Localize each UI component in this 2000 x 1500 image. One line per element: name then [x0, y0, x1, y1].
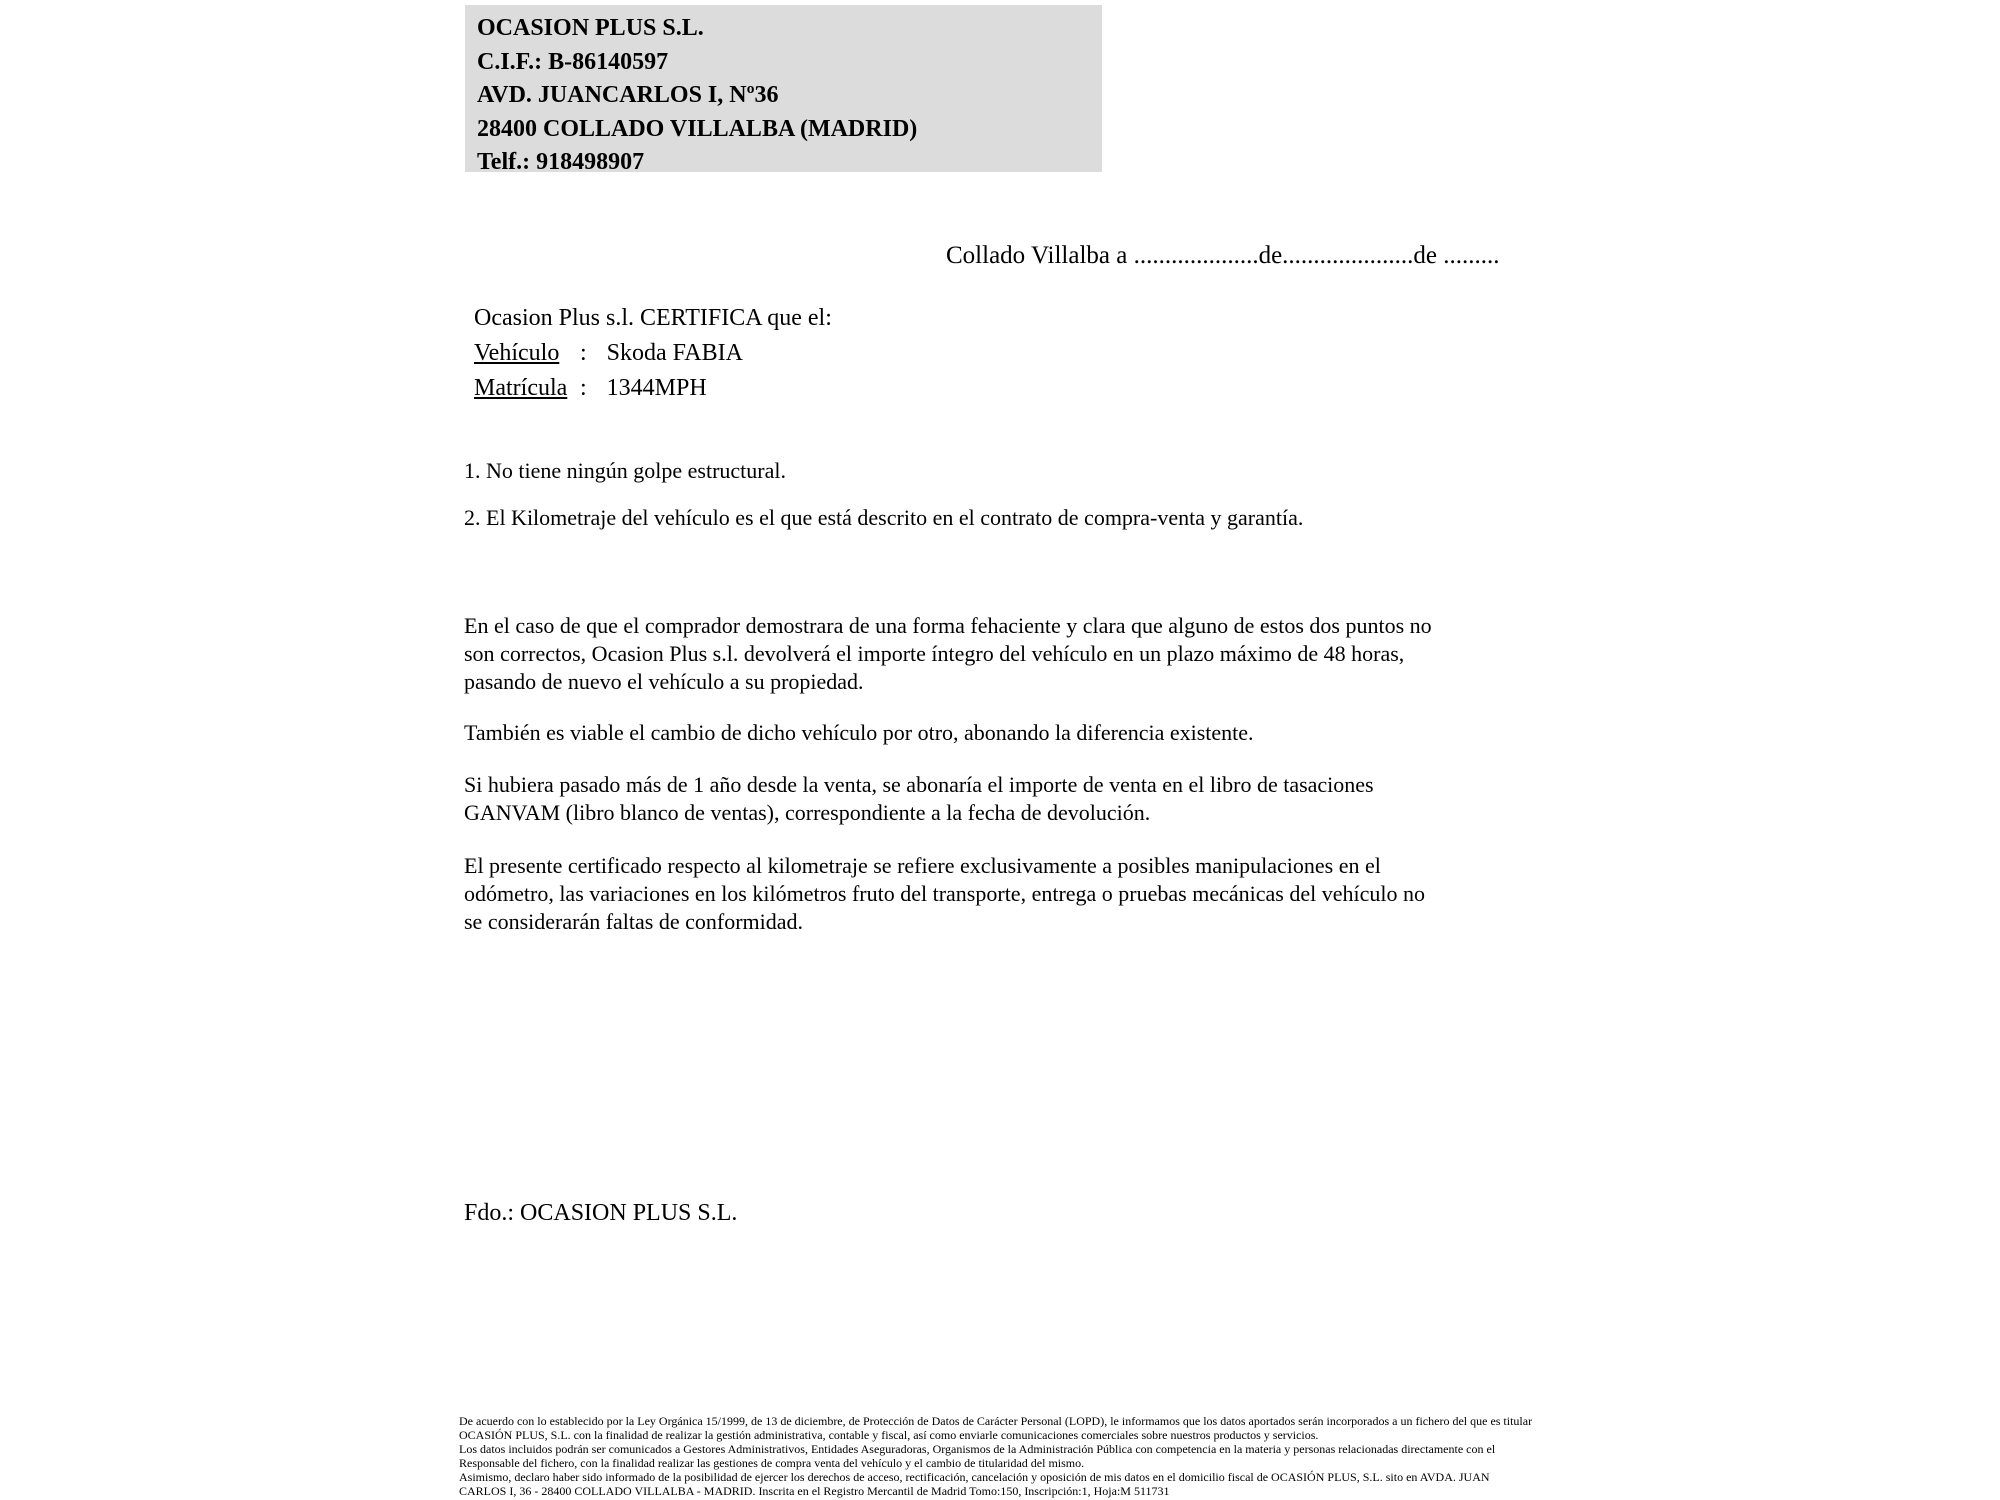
signature-line: Fdo.: OCASION PLUS S.L. — [464, 1200, 738, 1226]
exchange-line-1: También es viable el cambio de dicho vehículo por otro, abonando la diferencia existente. — [464, 720, 1254, 745]
company-city: 28400 COLLADO VILLALBA (MADRID) — [477, 115, 918, 142]
odometer-paragraph — [464, 852, 1425, 936]
odometer-line-3: se considerarán faltas de conformidad. — [464, 909, 804, 934]
plate-separator: : — [580, 375, 587, 401]
legal-line-3: Los datos incluidos podrán ser comunicados a Gestores Administrativos, Entidades Aseguradoras, Organismos de la Administración Pública con competencia en la materia y personas relacionadas directamente con el — [459, 1442, 1496, 1456]
legal-line-1: De acuerdo con lo establecido por la Ley Orgánica 15/1999, de 13 de diciembre, de Protección de Datos de Carácter Personal (LOPD), le informamos que los datos aportados serán incorporados a un fichero del que es titular — [459, 1414, 1533, 1428]
company-name: OCASION PLUS S.L. — [477, 15, 704, 41]
company-phone: Telf.: 918498907 — [477, 149, 645, 175]
exchange-paragraph — [464, 719, 1254, 747]
point-2: 2. El Kilometraje del vehículo es el que está descrito en el contrato de compra-venta y garantía. — [464, 505, 1304, 530]
legal-line-5: Asimismo, declaro haber sido informado de la posibilidad de ejercer los derechos de acceso, rectificación, cancelación y oposición de mis datos en el domicilio fiscal de OCASIÓN PLUS, S.L. sito en AVDA. JUAN — [459, 1470, 1490, 1484]
refund-line-3: pasando de nuevo el vehículo a su propiedad. — [464, 669, 864, 694]
vehicle-field — [474, 336, 832, 371]
plate-value: 1344MPH — [606, 375, 707, 401]
date-place-line: Collado Villalba a ....................de.....................de ......... — [946, 242, 1500, 269]
refund-line-2: son correctos, Ocasion Plus s.l. devolverá el importe íntegro del vehículo en un plazo máximo de 48 horas, — [464, 641, 1405, 666]
company-address: AVD. JUANCARLOS I, Nº36 — [477, 82, 779, 108]
odometer-line-1: El presente certificado respecto al kilometraje se refiere exclusivamente a posibles manipulaciones en el — [464, 853, 1381, 878]
plate-label: Matrícula — [474, 375, 568, 401]
legal-line-4: Responsable del fichero, con la finalidad realizar las gestiones de compra venta del vehículo y el cambio de titularidad del mismo. — [459, 1456, 1085, 1470]
refund-line-1: En el caso de que el comprador demostrara de una forma fehaciente y clara que alguno de estos dos puntos no — [464, 613, 1432, 638]
company-header-box — [465, 5, 1102, 175]
company-cif: C.I.F.: B-86140597 — [477, 48, 669, 75]
vehicle-value: Skoda FABIA — [606, 340, 743, 366]
refund-paragraph — [464, 612, 1432, 696]
ganvam-line-1: Si hubiera pasado más de 1 año desde la venta, se abonaría el importe de venta en el libro de tasaciones — [464, 772, 1374, 797]
certifies-intro: Ocasion Plus s.l. CERTIFICA que el: — [474, 305, 832, 331]
certificate-block — [474, 301, 832, 406]
ganvam-line-2: GANVAM (libro blanco de ventas), correspondiente a la fecha de devolución. — [464, 800, 1151, 825]
ganvam-paragraph — [464, 771, 1374, 827]
vehicle-separator: : — [580, 340, 587, 366]
legal-line-2: OCASIÓN PLUS, S.L. con la finalidad de realizar la gestión administrativa, contable y fiscal, así como enviarle comunicaciones comerciales sobre nuestros productos y servicios. — [459, 1428, 1319, 1442]
odometer-line-2: odómetro, las variaciones en los kilómetros fruto del transporte, entrega o pruebas mecánicas del vehículo no — [464, 881, 1425, 906]
plate-field — [474, 371, 832, 406]
legal-line-6: CARLOS I, 36 - 28400 COLLADO VILLALBA - MADRID. Inscrita en el Registro Mercantil de Madrid Tomo:150, Inscripción:1, Hoja:M 511731 — [459, 1484, 1170, 1498]
legal-footer — [459, 1414, 1532, 1498]
vehicle-label: Vehículo — [474, 340, 560, 366]
point-1: 1. No tiene ningún golpe estructural. — [464, 458, 786, 483]
